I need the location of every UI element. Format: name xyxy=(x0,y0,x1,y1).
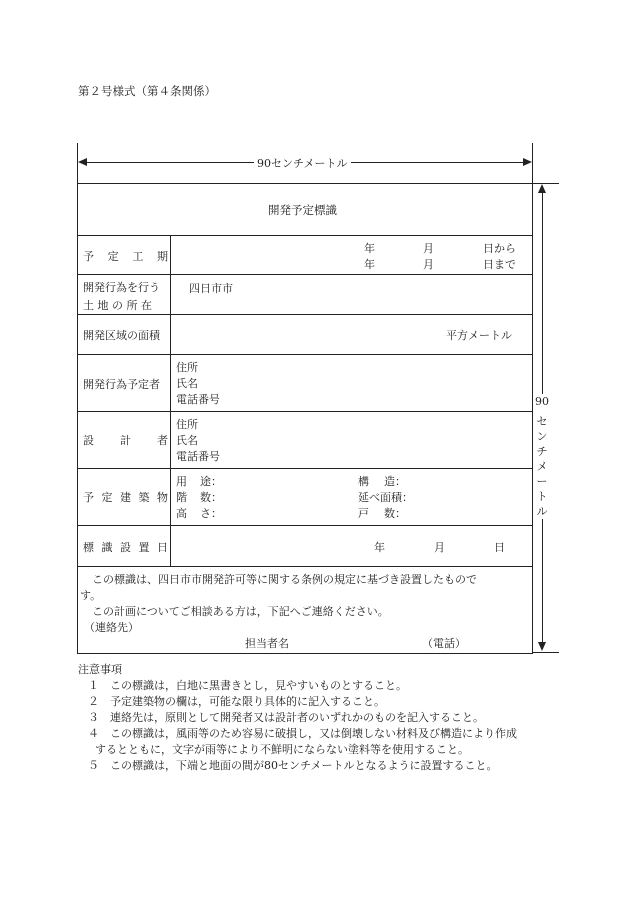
label-column-divider xyxy=(170,235,171,566)
period-start-month: 月 xyxy=(423,242,434,255)
dim-width-right-tick xyxy=(532,143,533,183)
location-label: 開発行為を行う 土地の所在 xyxy=(83,281,160,312)
period-end-day: 日まで xyxy=(483,258,516,271)
building-label: 予 定 建 築 物 xyxy=(83,491,168,504)
arrow-down-icon xyxy=(538,642,546,651)
arrow-left-icon xyxy=(78,158,87,166)
dim-height-label: 90 セ ン チ メ ー ト ル xyxy=(535,395,549,518)
designer-label: 設 計 者 xyxy=(83,434,168,447)
designer-fields: 住所 氏名 電話番号 xyxy=(176,418,220,463)
area-label: 開発区域の面積 xyxy=(83,329,160,342)
period-end-month: 月 xyxy=(423,258,434,271)
dim-height-top-tick xyxy=(533,183,559,184)
note-item-2: ２ 予定建築物の欄は，可能な限り具体的に記入すること。 xyxy=(88,695,385,708)
footer-line1b: す。 xyxy=(80,589,102,602)
footer-line1: この標識は、四日市市開発許可等に関する条例の規定に基づき設置したもので xyxy=(92,573,477,586)
period-end-year: 年 xyxy=(364,258,375,271)
dim-height-bottom-tick xyxy=(533,652,559,653)
arrow-right-icon xyxy=(523,158,532,166)
location-value: 四日市市 xyxy=(189,282,233,295)
period-start-year: 年 xyxy=(364,242,375,255)
footer-phone: （電話） xyxy=(422,637,466,650)
note-item-5: ５ この標識は，下端と地面の間が80センチメートルとなるように設置すること。 xyxy=(88,759,498,772)
dim-height-number: 90 xyxy=(535,395,549,408)
footer-contact: （連絡先） xyxy=(84,621,139,634)
note-item-1: １ この標識は，白地に黒書きとし，見やすいものとすること。 xyxy=(88,679,407,692)
install-month: 月 xyxy=(434,541,445,554)
footer-person: 担当者名 xyxy=(245,637,289,650)
note-item-3: ３ 連絡先は，原則として開発者又は設計者のいずれかのものを記入すること。 xyxy=(88,711,484,724)
install-date-label: 標 識 設 置 日 xyxy=(83,541,168,554)
notes-section xyxy=(78,662,558,774)
period-label: 予 定 工 期 xyxy=(83,250,168,263)
area-unit: 平方メートル xyxy=(446,329,512,342)
sign-title: 開発予定標識 xyxy=(268,203,337,217)
arrow-up-icon xyxy=(538,184,546,193)
install-day: 日 xyxy=(494,541,505,554)
dim-width-label: 90センチメートル xyxy=(254,155,351,171)
building-right-fields: 構 造： 延べ面積： 戸 数： xyxy=(358,475,413,520)
building-left-fields: 用 途： 階 数： 高 さ： xyxy=(176,475,222,520)
notes-title: 注意事項 xyxy=(78,663,122,676)
developer-label: 開発行為予定者 xyxy=(83,378,160,391)
developer-fields: 住所 氏名 電話番号 xyxy=(176,361,220,406)
form-header: 第２号様式（第４条関係） xyxy=(78,84,216,98)
footer-line2: この計画についてご相談ある方は，下記へご連絡ください。 xyxy=(92,605,389,618)
note-item-4-cont: するとともに，文字が雨等により不鮮明にならない塗料等を使用すること。 xyxy=(95,743,469,756)
period-start-day: 日から xyxy=(483,242,516,255)
note-item-4: ４ この標識は，風雨等のため容易に破損し，又は倒壊しない材料及び構造により作成 xyxy=(88,727,517,740)
install-year: 年 xyxy=(374,541,385,554)
